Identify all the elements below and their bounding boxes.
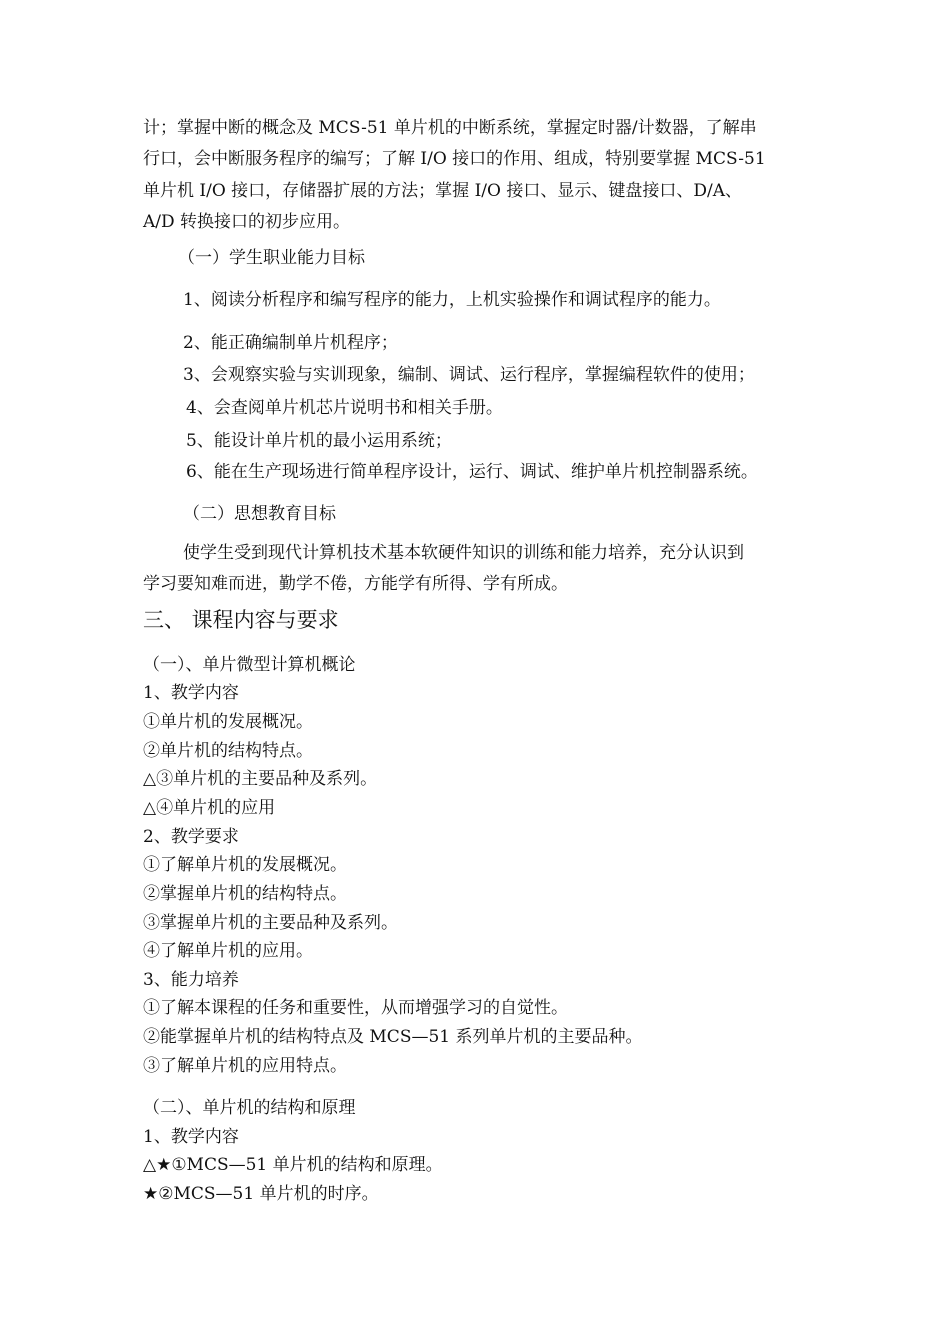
ability-item-3: 3、会观察实验与实训现象，编制、调试、运行程序，掌握编程软件的使用； [183, 365, 755, 385]
unit1-content-item-4: △④单片机的应用 [143, 798, 276, 818]
unit1-ability-item-1: ①了解本课程的任务和重要性，从而增强学习的自觉性。 [143, 998, 568, 1018]
unit1-title: （一）、单片微型计算机概论 [143, 655, 356, 675]
ability-item-4: 4、会查阅单片机芯片说明书和相关手册。 [186, 398, 503, 418]
intro-line-4: A/D 转换接口的初步应用。 [143, 212, 351, 232]
ideology-line-2: 学习要知难而进，勤学不倦，方能学有所得、学有所成。 [143, 574, 568, 594]
unit1-req-label: 2、教学要求 [143, 827, 239, 847]
ideology-line-1: 使学生受到现代计算机技术基本软硬件知识的训练和能力培养，充分认识到 [183, 543, 744, 563]
unit1-ability-item-3: ③了解单片机的应用特点。 [143, 1056, 347, 1076]
unit1-content-item-2: ②单片机的结构特点。 [143, 741, 313, 761]
unit1-content-label: 1、教学内容 [143, 683, 239, 703]
unit1-ability-label: 3、能力培养 [143, 970, 239, 990]
unit2-content-label: 1、教学内容 [143, 1127, 239, 1147]
unit1-req-item-1: ①了解单片机的发展概况。 [143, 855, 347, 875]
unit2-content-item-1: △★①MCS—51 单片机的结构和原理。 [143, 1155, 443, 1175]
unit1-req-item-4: ④了解单片机的应用。 [143, 941, 313, 961]
unit1-ability-item-2: ②能掌握单片机的结构特点及 MCS—51 系列单片机的主要品种。 [143, 1027, 643, 1047]
section-3-heading: 三、 课程内容与要求 [143, 608, 339, 632]
ability-item-6: 6、能在生产现场进行简单程序设计，运行、调试、维护单片机控制器系统。 [186, 462, 758, 482]
intro-line-2: 行口，会中断服务程序的编写；了解 I/O 接口的作用、组成，特别要掌握 MCS-51 [143, 149, 766, 169]
intro-line-3: 单片机 I/O 接口，存储器扩展的方法；掌握 I/O 接口、显示、键盘接口、D/A、 [143, 181, 743, 201]
intro-line-1: 计；掌握中断的概念及 MCS-51 单片机的中断系统，掌握定时器/计数器，了解串 [143, 118, 757, 138]
unit1-req-item-2: ②掌握单片机的结构特点。 [143, 884, 347, 904]
ability-item-5: 5、能设计单片机的最小运用系统； [186, 431, 452, 451]
unit2-content-item-2: ★②MCS—51 单片机的时序。 [143, 1184, 379, 1204]
ability-item-1: 1、阅读分析程序和编写程序的能力，上机实验操作和调试程序的能力。 [183, 290, 721, 310]
unit1-req-item-3: ③掌握单片机的主要品种及系列。 [143, 913, 398, 933]
unit1-content-item-1: ①单片机的发展概况。 [143, 712, 313, 732]
unit1-content-item-3: △③单片机的主要品种及系列。 [143, 769, 378, 789]
unit2-title: （二）、单片机的结构和原理 [143, 1098, 356, 1118]
ability-item-2: 2、能正确编制单片机程序； [183, 333, 398, 353]
ability-title: （一）学生职业能力目标 [178, 248, 365, 268]
ideology-title: （二）思想教育目标 [183, 504, 336, 524]
